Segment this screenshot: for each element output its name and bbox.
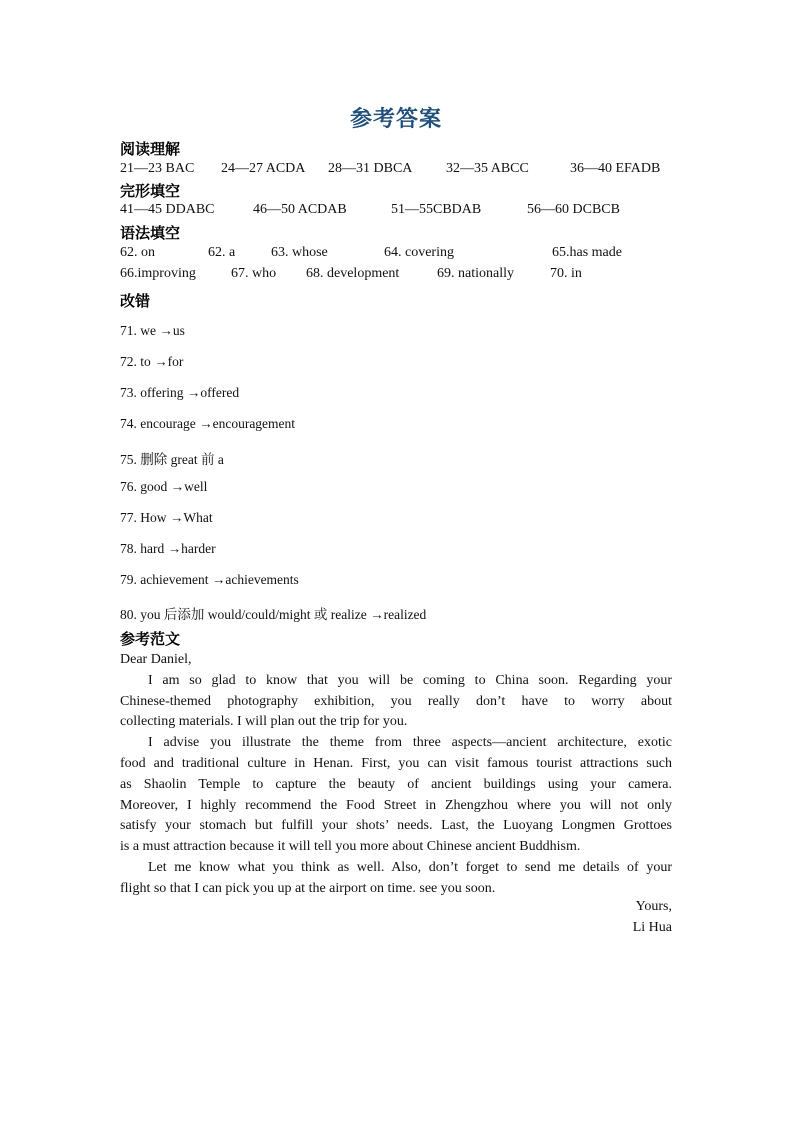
cloze-answers-row — [120, 202, 672, 222]
essay-line: satisfy your stomach but fulfill your shots’ needs. Last, the Luoyang Longmen Grottoes — [120, 818, 672, 834]
section-essay-heading: 参考范文 — [120, 630, 181, 648]
correction-item: 80. you 后添加 would/could/might 或 realize →realized — [120, 607, 427, 622]
correction-item: 73. offering →offered — [120, 385, 240, 400]
essay-line: Chinese-themed photography exhibition, you really don’t have to worry about — [120, 693, 672, 709]
cloze-answer: 51—55CBDAB — [391, 202, 482, 217]
correction-item: 79. achievement →achievements — [120, 572, 299, 587]
reading-answers-row — [120, 161, 672, 181]
correction-item: 77. How →What — [120, 510, 213, 525]
correction-item: 78. hard →harder — [120, 541, 216, 556]
essay-line: flight so that I can pick you up at the airport on time. see you soon. — [120, 880, 496, 896]
essay-greeting: Dear Daniel, — [120, 652, 192, 667]
grammar-answer: 62. on — [120, 245, 155, 260]
section-reading-heading: 阅读理解 — [120, 140, 181, 158]
section-cloze-heading: 完形填空 — [120, 182, 181, 200]
essay-signature: Li Hua — [632, 920, 672, 935]
essay-closing: Yours, — [635, 899, 672, 914]
essay-line: Let me know what you think as well. Also, don’t forget to send me details of your — [148, 859, 672, 875]
grammar-answer: 68. development — [306, 266, 400, 281]
reading-answer: 21—23 BAC — [120, 161, 195, 176]
grammar-answer: 64. covering — [384, 245, 454, 260]
reading-answer: 36—40 EFADB — [570, 161, 661, 176]
page-title: 参考答案 — [349, 107, 442, 132]
correction-item: 76. good →well — [120, 479, 208, 494]
correction-item: 72. to →for — [120, 354, 184, 369]
essay-line: I am so glad to know that you will be coming to China soon. Regarding your — [148, 672, 672, 688]
grammar-answer: 67. who — [231, 266, 277, 281]
essay-line: I advise you illustrate the theme from three aspects—ancient architecture, exotic — [148, 735, 672, 751]
cloze-answer: 56—60 DCBCB — [527, 202, 620, 217]
correction-item: 74. encourage →encouragement — [120, 416, 296, 431]
grammar-answer: 62. a — [208, 245, 236, 260]
cloze-answer: 46—50 ACDAB — [253, 202, 347, 217]
reading-answer: 24—27 ACDA — [221, 161, 306, 176]
grammar-answer: 66.improving — [120, 266, 196, 281]
grammar-answer: 69. nationally — [437, 266, 514, 281]
grammar-answers-row-2 — [120, 266, 672, 286]
correction-item: 75. 删除 great 前 a — [120, 452, 224, 467]
reading-answer: 32—35 ABCC — [446, 161, 529, 176]
section-correction-heading: 改错 — [120, 292, 151, 310]
grammar-answers-row-1 — [120, 245, 672, 265]
essay-line: is a must attraction because it will tell you more about Chinese ancient Buddhism. — [120, 839, 581, 855]
essay-line: collecting materials. I will plan out the trip for you. — [120, 714, 408, 730]
reading-answer: 28—31 DBCA — [328, 161, 413, 176]
grammar-answer: 70. in — [550, 266, 582, 281]
essay-body — [120, 650, 672, 900]
section-grammar-heading: 语法填空 — [120, 224, 181, 242]
essay-line: Moreover, I highly recommend the Food Street in Zhengzhou where you will not only — [120, 797, 672, 813]
grammar-answer: 63. whose — [271, 245, 328, 260]
grammar-answer: 65.has made — [552, 245, 622, 260]
cloze-answer: 41—45 DDABC — [120, 202, 215, 217]
essay-line: as Shaolin Temple to capture the beauty of ancient buildings using your camera. — [120, 776, 672, 792]
essay-line: food and traditional culture in Henan. First, you can visit famous tourist attractions such — [120, 755, 672, 771]
correction-item: 71. we →us — [120, 323, 185, 338]
